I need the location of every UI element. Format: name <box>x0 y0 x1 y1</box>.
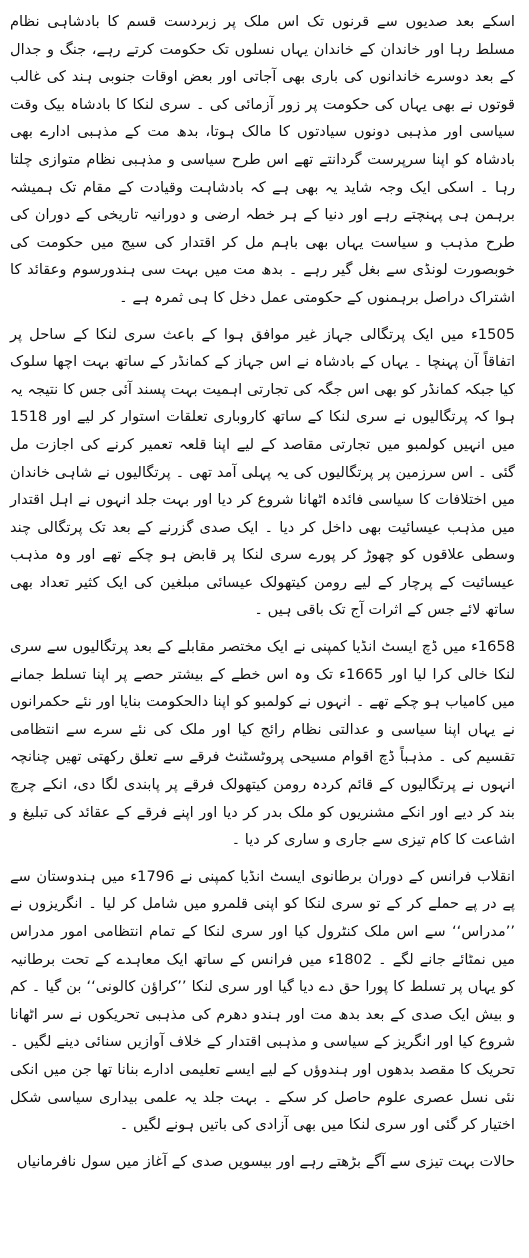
paragraph-portuguese-arrival: 1505ء میں ایک پرتگالی جہاز غیر موافق ہوا کے باعث سری لنکا کے ساحل پر اتفاقاً آن پہنچا ۔ یہاں کے بادشاہ نے اس جہاز کے کمانڈر کے ساتھ بہت اچھا سلوک کیا جبکہ کمانڈر کو بھی اس جگہ کی تجارتی اہمیت بہت پسند آئی جس کا نتیجہ یہ ہوا کہ پرتگالیوں نے سری لنکا کے ساتھ کاروباری تعلقات استوار کر لیے اور 1518 میں انہیں کولمبو میں تجارتی مقاصد کے لیے اپنا قلعہ تعمیر کرنے کی اجازت مل گئی ۔ اس سرزمین پر پرتگالیوں کی یہ پہلی آمد تھی ۔ پرتگالیوں نے شاہی خاندان میں اختلافات کا سیاسی فائدہ اٹھانا شروع کر دیا اور بہت جلد انہوں نے اہل اقتدار میں مذہب عیسائیت بھی داخل کر دیا ۔ ایک صدی گزرنے کے بعد تک پرتگالی چند وسطی علاقوں کو چھوڑ کر پورے سری لنکا پر قابض ہو چکے تھے اور وہ مذہب عیسائیت کے پرچار کے لیے رومن کیتھولک عیسائی مبلغین کی ایک کثیر تعداد بھی ساتھ لائے جس کے اثرات آج تک باقی ہیں ۔ <box>10 325 515 619</box>
paragraph-british-rule: انقلاب فرانس کے دوران برطانوی ایسٹ انڈیا کمپنی نے 1796ء میں ہندوستان سے پے در پے حملے کر کے تو سری لنکا کو اپنی قلمرو میں شامل کر لیا ۔ انگریزوں نے ’’مدراس‘‘ سے اس ملک کنٹرول کیا اور سری لنکا کے تمام انتظامی امور مدراس میں نمٹائے جانے لگے ۔ 1802ء میں فرانس کے ساتھ ایک معاہدے کے تحت برطانیہ کو یہاں پر تسلط کا پورا حق دے دیا گیا اور سری لنکا ’’کراؤن کالونی‘‘ بن گیا ۔ کم و بیش ایک صدی کے بعد بدھ مت اور ہندو دھرم کی مذہبی تحریکوں نے سر اٹھانا شروع کیا اور انگریز کے سیاسی و مذہبی اقتدار کے خلاف آوازیں سنائی دینے لگیں ۔ تحریک کا مقصد بدھوں اور ہندوؤں کے لیے ایسے تعلیمی ادارے بنانا تھا جن میں انکی نئی نسل عصری علوم حاصل کر سکے ۔ بہت جلد یہ علمی بیداری سیاسی شکل اختیار کر گئی اور سری لنکا میں بھی آزادی کی باتیں ہونے لگیں ۔ <box>10 867 515 1134</box>
paragraph-twentieth-century: حالات بہت تیزی سے آگے بڑھتے رہے اور بیسویں صدی کے آغاز میں سول نافرمانیاں <box>16 1152 515 1170</box>
paragraph-dutch-rule: 1658ء میں ڈچ ایسٹ انڈیا کمپنی نے ایک مختصر مقابلے کے بعد پرتگالیوں سے سری لنکا خالی کرا لیا اور 1665ء تک وہ اس خطے کے بیشتر حصے پر اپنا تسلط جمانے میں کامیاب ہو چکے تھے ۔ انہوں نے کولمبو کو اپنا دالحکومت بنایا اور نئے حکمرانوں نے یہاں اپنا سیاسی و عدالتی نظام رائج کیا اور ملک کی نئے سرے سے انتظامی تقسیم کی ۔ مذہباً ڈچ اقوام مسیحی پروٹسٹنٹ فرقے سے تعلق رکھتی تھیں چنانچہ انہوں نے پرتگالیوں کے قائم کردہ رومن کیتھولک فرقے پر پابندی لگا دی، انکے چرچ بند کر دیے اور انکے مشنریوں کو ملک بدر کر دیا اور اپنے فرقے کے عقائد کی تبلیغ و اشاعت کا کام تیزی سے جاری و ساری کر دیا ۔ <box>10 638 515 849</box>
paragraph-dynastic-rule: اسکے بعد صدیوں سے قرنوں تک اس ملک پر زبردست قسم کا بادشاہی نظام مسلط رہا اور خاندان کے خاندان یہاں نسلوں تک حکومت کرتے رہے، جنگ و جدال کے بعد دوسرے خاندانوں کی باری بھی آجاتی اور بعض اوقات جنوبی ہند کی غالب قوتوں نے بھی یہاں کی حکومت پر زور آزمائی کی ۔ سری لنکا کا بادشاہ بیک وقت سیاسی اور مذہبی دونوں سیادتوں کا مالک ہوتا، بدھ مت کے مذہبی ادارے بھی بادشاہ کو اپنا سرپرست گردانتے تھے اس طرح سیاسی و مذہبی نظام متوازی چلتا رہا ۔ اسکی ایک وجہ شاید یہ بھی ہے کہ بادشاہت وقیادت کے مقام تک ہمیشہ برہمن ہی پہنچتے رہے اور دنیا کے ہر خطہ ارضی و دورانیہ تاریخی کے دوران کی طرح مذہب و سیاست یہاں بھی باہم مل کر اقتدار کی سیج میں حکومت کی خوبصورت لونڈی سے بغل گیر رہے ۔ بدھ مت میں بہت سی ہندورسوم وعقائد کا اشتراک دراصل برہمنوں کے حکومتی عمل دخل کا ہی ثمرہ ہے ۔ <box>10 13 515 306</box>
